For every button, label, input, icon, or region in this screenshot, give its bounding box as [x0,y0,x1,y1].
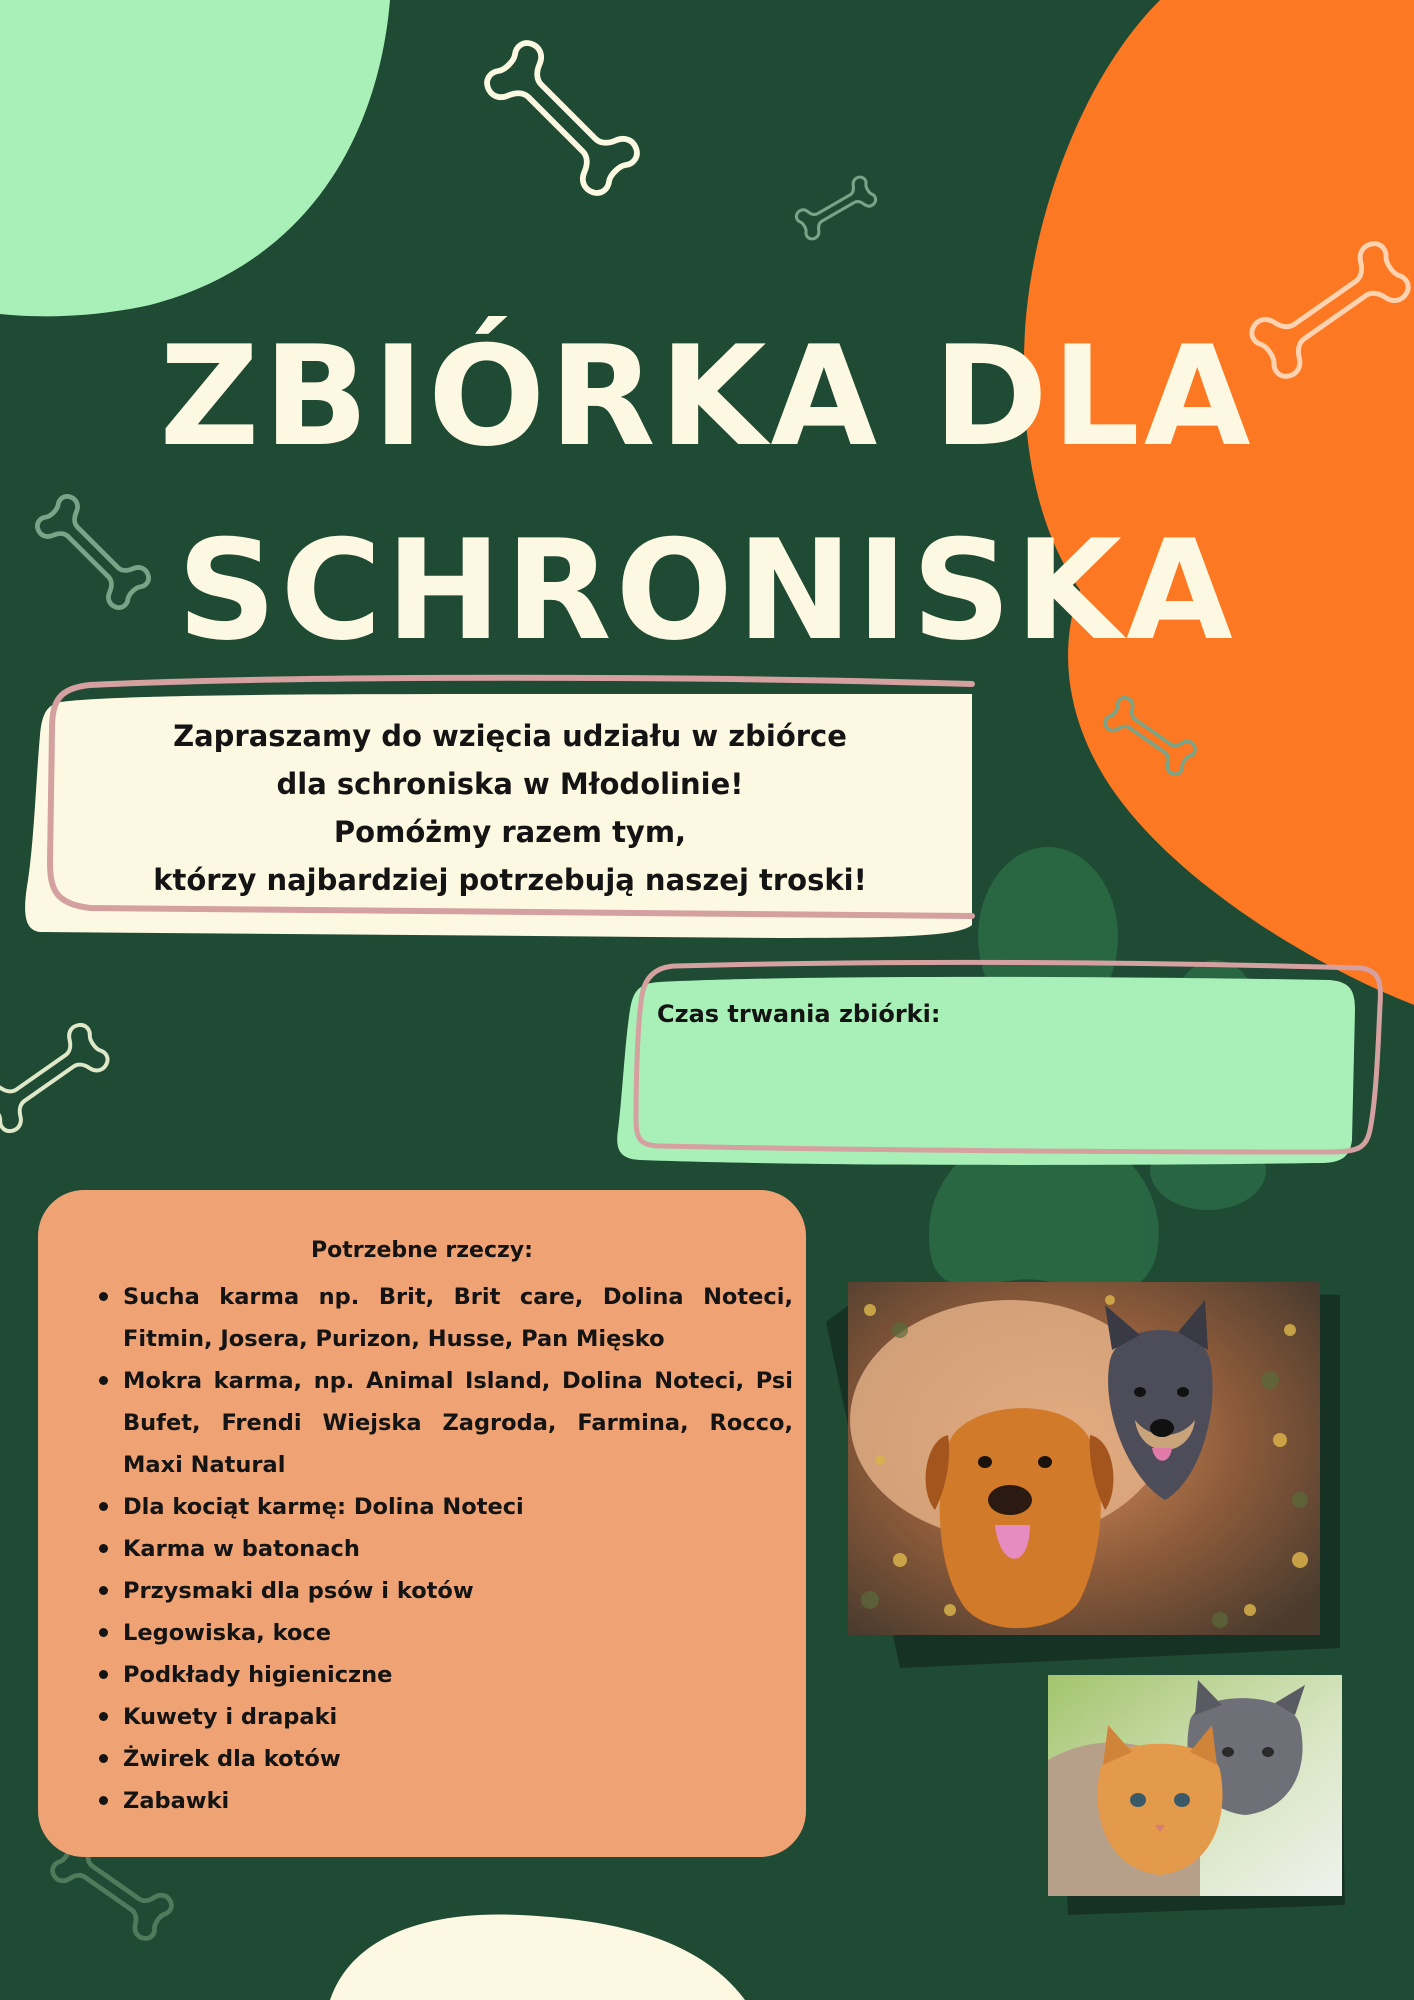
list-item: Mokra karma, np. Animal Island, Dolina Noteci, Psi Bufet, Frendi Wiejska Zagroda, Farmina, Rocco, Maxi Natural [93,1360,793,1486]
needs-list [93,1276,793,1822]
list-item: Karma w batonach [93,1528,793,1570]
invitation-line: Pomóżmy razem tym, [333,815,687,849]
list-item: Sucha karma np. Brit, Brit care, Dolina Noteci, Fitmin, Josera, Purizon, Husse, Pan Mięsko [93,1276,793,1360]
title-line-1: ZBIÓRKA DLA [159,316,1255,477]
invitation-line: Zapraszamy do wzięcia udziału w zbiórce [173,719,847,753]
duration-label: Czas trwania zbiórki: [657,1000,941,1028]
list-item: Podkłady higieniczne [93,1654,793,1696]
two-kittens-photo [1048,1675,1345,1915]
invitation-text [60,712,960,904]
list-item: Żwirek dla kotów [93,1738,793,1780]
list-item: Przysmaki dla psów i kotów [93,1570,793,1612]
list-item: Dla kociąt karmę: Dolina Noteci [93,1486,793,1528]
list-item: Zabawki [93,1780,793,1822]
needs-title: Potrzebne rzeczy: [311,1238,533,1263]
list-item: Kuwety i drapaki [93,1696,793,1738]
invitation-line: dla schroniska w Młodolinie! [276,767,744,801]
needs-panel [38,1190,806,1857]
invitation-line: którzy najbardziej potrzebują naszej troski! [153,863,867,897]
list-item: Legowiska, koce [93,1612,793,1654]
title-line-2: SCHRONISKA [177,510,1237,671]
two-dogs-photo [826,1282,1340,1668]
